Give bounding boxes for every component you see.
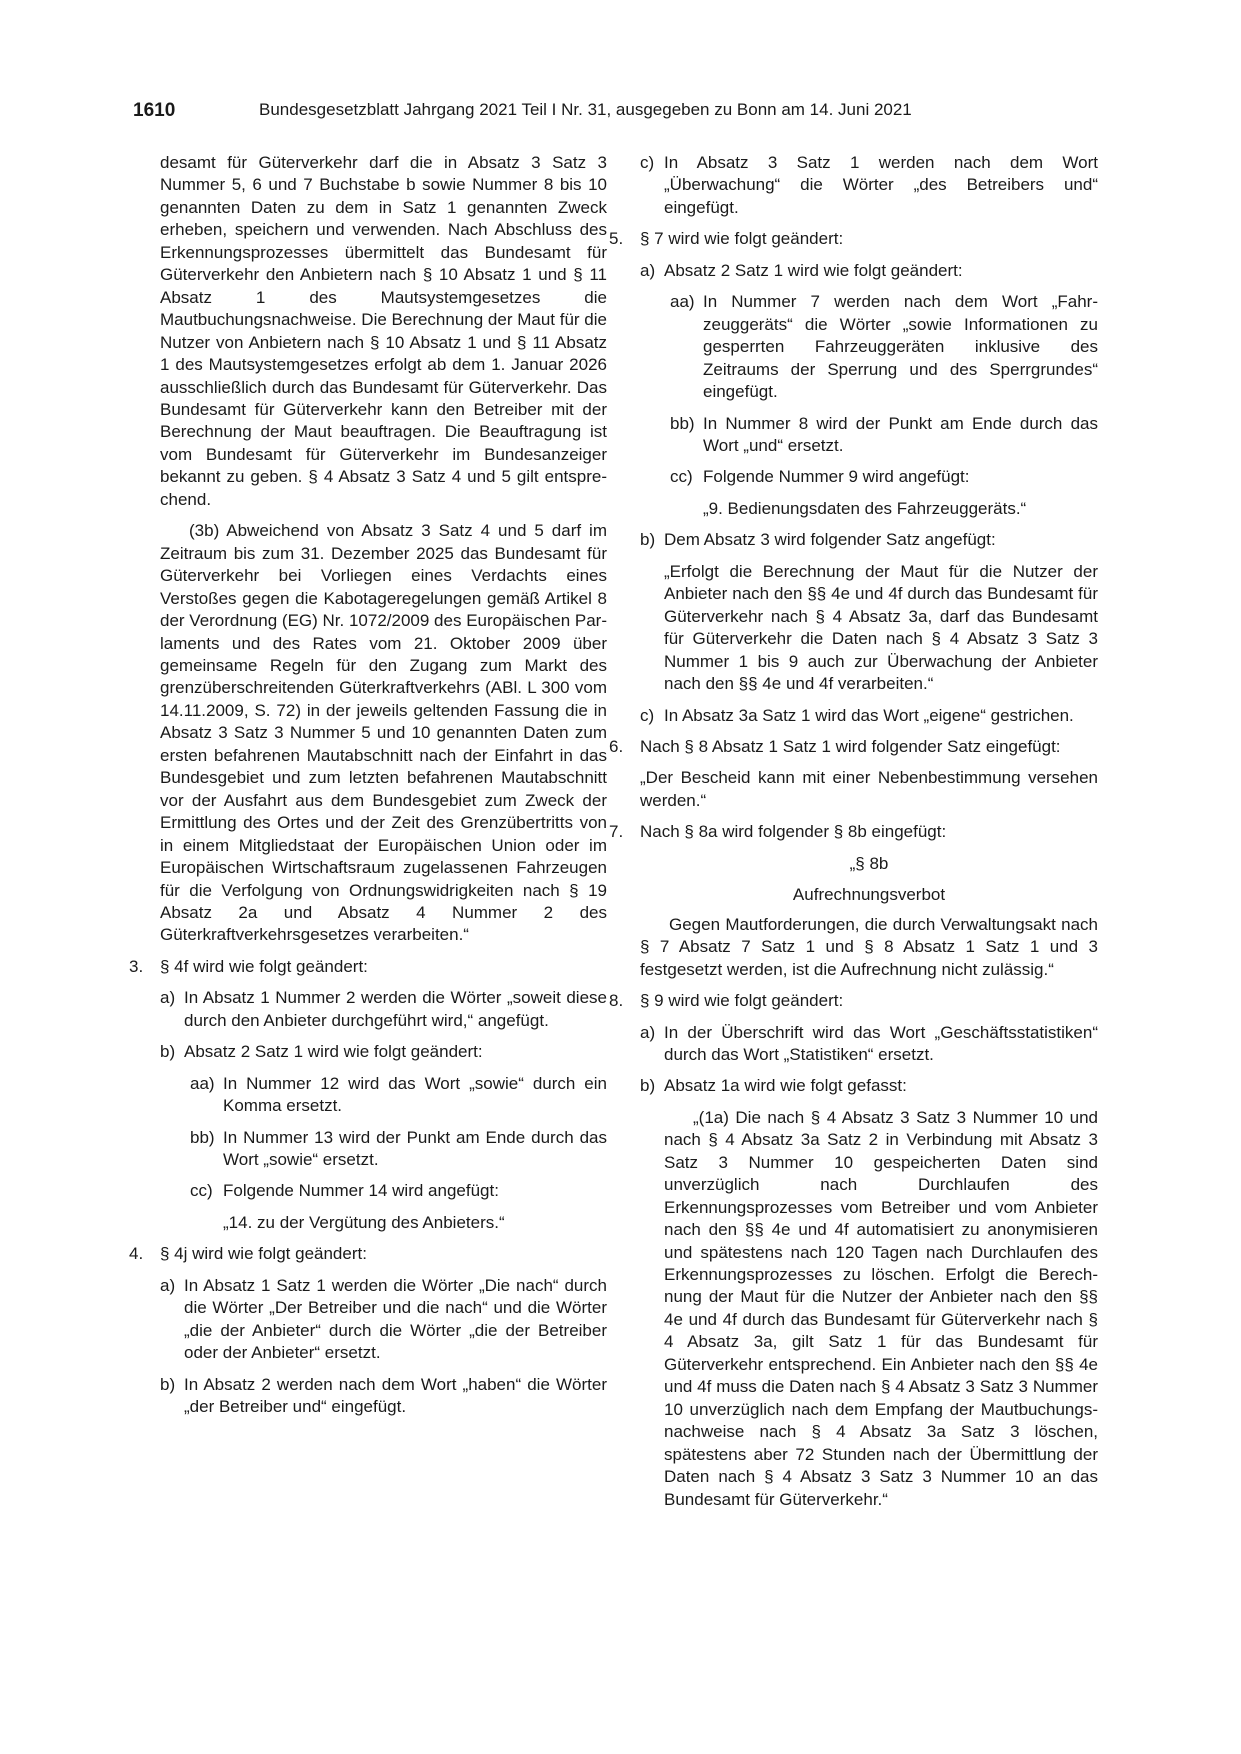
left-column xyxy=(129,152,607,1419)
page-number: 1610 xyxy=(133,100,176,121)
section-title: Aufrechnungsverbot xyxy=(792,885,946,905)
item-5a-cc xyxy=(670,466,1098,488)
item-marker: bb) xyxy=(190,1127,215,1147)
item-text: Nach § 8 Absatz 1 Satz 1 wird folgender Satz eingefügt: xyxy=(640,736,1061,756)
item-4a xyxy=(160,1275,607,1365)
item-text: In Absatz 3a Satz 1 wird das Wort „eigene“ gestrichen. xyxy=(664,705,1074,725)
item-marker: 4. xyxy=(129,1244,144,1264)
item-text: Dem Absatz 3 wird folgender Satz angefügt: xyxy=(664,530,996,550)
item-3a xyxy=(160,987,607,1032)
item-text: In Nummer 7 werden nach dem Wort „Fahrzeuggeräts“ die Wörter „sowie Informationen zu gesperrten Fahrzeuggeräten inklusive des Zeitraums der Sperrung und des Sperrgrundes“ eingefügt. xyxy=(703,292,1098,402)
inserted-text: „Der Bescheid kann mit einer Nebenbestimmung versehen werden.“ xyxy=(640,768,1098,810)
item-text: Absatz 2 Satz 1 wird wie folgt geändert: xyxy=(184,1042,483,1062)
item-text: In Absatz 1 Nummer 2 werden die Wörter „soweit diese durch den Anbieter durchgeführt wird,“ angefügt. xyxy=(184,988,607,1030)
item-text: § 7 wird wie folgt geändert: xyxy=(640,229,844,249)
item-marker: c) xyxy=(640,153,655,172)
inserted-text: „14. zu der Vergütung des Anbieters.“ xyxy=(223,1212,505,1232)
item-marker: b) xyxy=(160,1374,176,1394)
item-marker: a) xyxy=(160,988,176,1008)
item-marker: 7. xyxy=(609,822,624,842)
item-marker: aa) xyxy=(190,1073,215,1093)
item-text: In Absatz 1 Satz 1 werden die Wörter „Die nach“ durch die Wörter „Der Betreiber und die nach“ und die Wörter „die der Anbieter“ durch die Wörter „die der Betreiber oder der Anbieter“ ersetzt. xyxy=(184,1275,607,1363)
section-body: Gegen Mautforderungen, die durch Verwaltungsakt nach § 7 Absatz 7 Satz 1 und § 8 Absatz 1 Satz 1 und 3 festgesetzt werden, ist die Aufrechnung nicht zulässig.“ xyxy=(640,914,1098,979)
item-3 xyxy=(129,956,607,978)
item-marker: 6. xyxy=(609,736,624,756)
inserted-text: „(1a) Die nach § 4 Absatz 3 Satz 3 Nummer 10 und nach § 4 Absatz 3a Satz 2 in Verbindung mit Absatz 3 Satz 3 Nummer 10 gespeicherten Daten sind unverzüglich nach Durchlaufen des Erkennungsprozesses vom Betreiber und vom Anbieter nach den §§ 4e und 4f automatisiert zu anonymisieren und spätestens nach 120 Tagen nach Durchlaufen des Erkennungsprozesses zu löschen. Erfolgt die Berechnung der Maut für die Nutzer der Anbieter nach den §§ 4e und 4f durch das Bundesamt für Güterverkehr nach § 4 Absatz 3a, gilt Satz 1 für das Bundesamt für Güterverkehr entsprechend. Ein Anbieter nach den §§ 4e und 4f muss die Daten nach § 4 Absatz 3 Satz 3 Nummer 10 unverzüglich nach dem Empfang der Mautbuchungsnachweise nach § 4 Absatz 3a Satz 3 löschen, spätestens aber 72 Stunden nach der Übermittlung der Daten nach § 4 Absatz 3 Satz 3 Nummer 10 an das Bundesamt für Güterverkehr.“ xyxy=(664,1107,1098,1509)
item-5a xyxy=(640,260,1098,282)
item-text: In der Überschrift wird das Wort „Geschäftsstatistiken“ durch das Wort „Statistiken“ ersetzt. xyxy=(664,1022,1098,1064)
item-4 xyxy=(129,1243,607,1265)
item-text: § 4j wird wie folgt geändert: xyxy=(160,1244,367,1264)
item-5a-bb xyxy=(670,413,1098,458)
item-text: Nach § 8a wird folgender § 8b eingefügt: xyxy=(640,822,947,842)
item-text: Absatz 2 Satz 1 wird wie folgt geändert: xyxy=(664,260,963,280)
item-text: In Nummer 12 wird das Wort „sowie“ durch ein Komma ersetzt. xyxy=(223,1073,607,1116)
running-title: Bundesgesetzblatt Jahrgang 2021 Teil I Nr. 31, ausgegeben zu Bonn am 14. Juni 2021 xyxy=(259,100,912,119)
item-3b-aa xyxy=(190,1073,607,1118)
right-column xyxy=(609,152,1098,1511)
item-marker: a) xyxy=(640,260,656,280)
continued-paragraph: desamt für Güterverkehr darf die in Absatz 3 Satz 3 Nummer 5, 6 und 7 Buchstabe b sowie Nummer 8 bis 10 genannten Daten zu dem in Satz 1 genannten Zweck erheben, speichern und verwenden. Nach Abschluss des Erkennungsprozesses übermittelt das Bundesamt für Güterverkehr den Anbietern nach § 10 Absatz 1 und § 11 Absatz 1 des Mautsystemgesetzes die Mautbuchungsnachweise. Die Berechnung der Maut für die Nutzer von Anbietern nach § 10 Absatz 1 und § 11 Absatz 1 des Mautsystemgesetzes erfolgt ab dem 1. Januar 2026 ausschließlich durch das Bundesamt für Güterverkehr. Das Bundesamt für Güterverkehr kann den Betreiber mit der Berechnung der Maut beauftragen. Die Beauftragung ist vom Bundesamt für Güterverkehr im Bundesanzeiger bekannt zu geben. § 4 Absatz 3 Satz 4 und 5 gilt entsprechend. xyxy=(160,153,607,509)
item-marker: 5. xyxy=(609,229,624,249)
item-4b xyxy=(160,1374,607,1419)
item-marker: cc) xyxy=(190,1181,213,1201)
item-8b xyxy=(640,1075,1098,1097)
item-text: In Absatz 2 werden nach dem Wort „haben“ die Wörter „der Betreiber und“ eingefügt. xyxy=(184,1374,607,1417)
item-5a-aa xyxy=(670,291,1098,403)
item-marker: 8. xyxy=(609,991,624,1011)
item-5b xyxy=(640,529,1098,551)
item-text: Folgende Nummer 9 wird angefügt: xyxy=(703,467,970,487)
item-text: § 4f wird wie folgt geändert: xyxy=(160,956,368,976)
page-header xyxy=(133,100,1113,130)
item-marker: 3. xyxy=(129,956,144,976)
item-marker: bb) xyxy=(670,413,695,433)
item-marker: c) xyxy=(640,705,655,725)
item-text: § 9 wird wie folgt geändert: xyxy=(640,991,844,1011)
item-marker: cc) xyxy=(670,467,693,487)
item-4c xyxy=(640,152,1098,219)
item-marker: a) xyxy=(160,1275,176,1295)
item-text: Absatz 1a wird wie folgt gefasst: xyxy=(664,1076,907,1096)
item-6 xyxy=(609,736,1098,758)
item-3b-cc xyxy=(190,1180,607,1202)
item-3b-bb xyxy=(190,1127,607,1172)
item-text: Folgende Nummer 14 wird angefügt: xyxy=(223,1181,499,1201)
paragraph-3b: (3b) Abweichend von Absatz 3 Satz 4 und 5 darf im Zeitraum bis zum 31. Dezember 2025 das Bundesamt für Güterverkehr bei Vorliegen eines Verdachts eines Verstoßes gegen die Kabotageregelungen gemäß Artikel 8 der Verordnung (EG) Nr. 1072/2009 des Europäischen Parlaments und des Rates vom 21. Oktober 2009 über gemeinsame Regeln für den Zugang zum Markt des grenzüberschreitenden Güterkraftverkehrs (ABl. L 300 vom 14.11.2009, S. 72) in der jeweils geltenden Fassung die in Absatz 3 Satz 3 Nummer 5 und 10 genannten Daten zum ersten befahrenen Mautabschnitt nach der Einfahrt in das Bundesgebiet und zum letzten befahrenen Mautabschnitt vor der Ausfahrt aus dem Bundesgebiet zum Zweck der Ermittlung des Ortes und der Zeit des Grenzübertritts von in einem Mitgliedstaat der Europäischen Union oder im Europäischen Wirtschaftsraum zugelassenen Fahrzeugen für die Verfolgung von Ordnungswidrigkeiten nach § 19 Absatz 2a und Absatz 4 Nummer 2 des Güterkraftverkehrsgesetzes verarbeiten.“ xyxy=(160,521,607,945)
item-marker: b) xyxy=(640,1076,656,1096)
section-number: „§ 8b xyxy=(849,853,889,873)
item-5 xyxy=(609,228,1098,250)
item-marker: aa) xyxy=(670,292,695,312)
item-marker: b) xyxy=(640,530,656,550)
item-3b xyxy=(160,1041,607,1063)
item-text: In Nummer 13 wird der Punkt am Ende durch das Wort „sowie“ ersetzt. xyxy=(223,1127,607,1170)
inserted-text: „9. Bedienungsdaten des Fahrzeuggeräts.“ xyxy=(703,498,1027,518)
item-marker: a) xyxy=(640,1022,656,1042)
inserted-text: „Erfolgt die Berechnung der Maut für die Nutzer der Anbieter nach den §§ 4e und 4f durch das Bundesamt für Güterverkehr nach § 4 Absatz 3a, darf das Bundesamt für Güterverkehr die Daten nach § 4 Absatz 3 Satz 3 Nummer 1 bis 9 auch zur Überwachung der Anbieter nach den §§ 4e und 4f verarbeiten.“ xyxy=(664,561,1098,694)
item-8a xyxy=(640,1022,1098,1067)
item-7 xyxy=(609,821,1098,843)
item-text: In Absatz 3 Satz 1 werden nach dem Wort „Überwachung“ die Wörter „des Betreibers und“ eingefügt. xyxy=(664,153,1098,217)
item-5c xyxy=(640,705,1098,727)
item-marker: b) xyxy=(160,1042,176,1062)
item-8 xyxy=(609,990,1098,1012)
item-text: In Nummer 8 wird der Punkt am Ende durch das Wort „und“ ersetzt. xyxy=(703,413,1098,455)
